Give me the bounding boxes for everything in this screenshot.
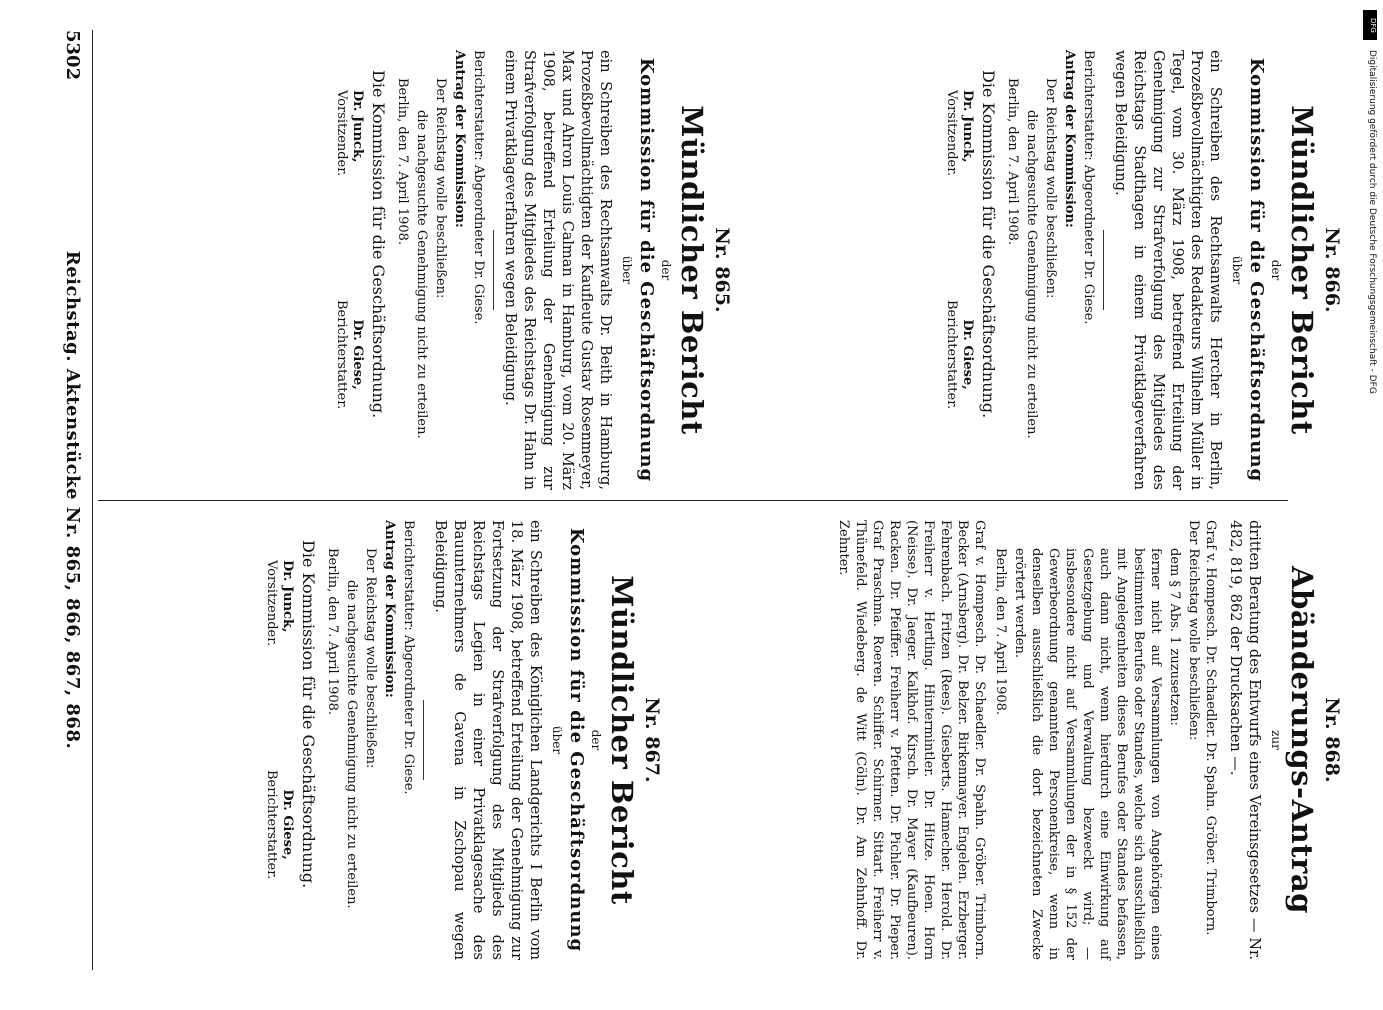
running-title: Reichstag. Aktenstücke Nr. 865, 866, 867, 868. [62,250,83,750]
motion-heading: Antrag der Kommission: [1062,50,1077,228]
header-rule [92,30,93,970]
motion-line-2: die nachgesuchte Genehmigung nicht zu erteilen. [414,110,429,439]
chair-role: Vorsitzender. [334,90,349,177]
report-der: der [589,729,603,751]
motion-line-2: die nachgesuchte Genehmigung nicht zu erteilen. [1024,110,1039,439]
rapporteur-name: Dr. Giese, [960,319,975,390]
motion-number: Nr. 868. [1321,697,1343,783]
report-body: ein Schreiben des Königlichen Landgerichts I Berlin vom 18. März 1908, betreffend Erteilung der Genehmigung zur Fortsetzung der Strafverfolgung des Mitglieds des Reichstags Legien in einer Privatklagesache des Bauunternehmers de Cavena in Zschopau wegen Beleidigung. [432,520,543,960]
report-body: ein Schreiben des Rechtsanwalts Dr. Beith in Hamburg, Prozeßbevollmächtigten der Kaufleute Gustav Rosenmeyer, Max und Ahron Louis Calman in Hamburg, vom 20. März 1908, betreffend Erteilung der Genehmigung zur Strafverfolgung des Mitgliedes des Reichstags Dr. Hahn in einem Privatklageverfahren wegen Beleidigung. [502,50,613,490]
report-date: Berlin, den 7. April 1908. [325,548,340,716]
motion-movers: Graf v. Hompesch. Dr. Schaedler. Dr. Spahn. Gröber. Trimborn. Der Reichstag wolle beschließen: [1186,520,1218,936]
report-ueber: über [550,725,564,755]
rapporteur-role: Berichterstatter. [334,300,349,410]
dfg-credit-text: Digitalisierung gefördert durch die Deutsche Forschungsgemeinschaft - DFG [1367,50,1377,394]
report-number: Nr. 865. [711,227,733,313]
signatures [329,50,365,490]
separator [1103,230,1104,310]
commission-footer: Die Kommission für die Geschäftsordnung. [299,540,318,889]
report-ueber: über [620,255,634,285]
rapporteur-role: Berichterstatter. [264,770,279,880]
report-date: Berlin, den 7. April 1908. [395,78,410,246]
report-number: Nr. 866. [1321,227,1343,313]
separator [493,230,494,310]
report-title: Mündlicher Bericht [675,105,709,435]
report-commission: Kommission für die Geschäftsordnung [636,57,657,483]
motion-heading: Antrag der Kommission: [382,520,397,698]
chair-role: Vorsitzender. [264,560,279,647]
report-867 [259,520,663,960]
chair-name: Dr. Junck, [350,90,365,163]
column-left-lower [329,50,733,490]
motion-title: Abänderungs-Antrag [1285,566,1319,914]
motion-signatories: Graf v. Hompesch. Dr. Schaedler. Dr. Spahn. Gröber. Trimborn. Becker (Arnsberg). Dr. Belzer. Birkenmayer. Engelen. Erzberger. Fehrenbach. Fritzen (Rees). Giesberts. Hamecher. Herold. Dr. Freiherr v. Hertling. Hintermintler. Dr. Hitze. Hoen. Horn (Neisse). Dr. Jaeger. Kalkhof. Kirsch. Dr. Mayer (Kaufbeuren). Racken. Dr. Pfeiffer. Freiherr v. Pfetten. Dr. Pichler. Dr. Pieper. Graf Praschma. Roeren. Schiffer. Schirmer. Sittart. Freiherr v. Thünefeld. Wiedeberg. de Witt (Cöln). Dr. Am Zehnhoff. Dr. Zehnter. [836,520,987,960]
rapporteur-name: Dr. Giese, [350,319,365,390]
dfg-credit [1363,10,1377,990]
report-865 [329,50,733,490]
dfg-logo: DFG [1363,10,1377,40]
motion-amendment: ferner nicht auf Versammlungen von Angehörigen eines bestimmten Berufes oder Standes, welche sich ausschließlich mit Angelegenheiten dieses Berufes oder Standes befassen, auch dann nicht, wenn hierdurch eine Einwirkung auf Gesetzgebung und Verwaltung bezweckt wird; — insbesondere nicht auf Versammlungen der in § 152 der Gewerbeordnung genannten Personenkreise, wenn in denselben ausschließlich die dort bezeichneten Zwecke erörtert werden. [1012,548,1163,960]
report-number: Nr. 867. [641,697,663,783]
report-date: Berlin, den 7. April 1908. [1005,78,1020,246]
rapporteur-role: Berichterstatter. [944,300,959,410]
report-body: ein Schreiben des Rechtsanwalts Hercher in Berlin, Prozeßbevollmächtigten des Redakteurs Wilhelm Müller in Tegel, vom 30. März 1908, betreffend Erteilung der Genehmigung zur Strafverfolgung des Mitgliedes des Reichstags Stadthagen in einem Privatklageverfahren wegen Beleidigung. [1112,50,1223,490]
motion-zur: zur [1269,730,1283,750]
motion-intro: dritten Beratung des Entwurfs eines Vereinsgesetzes — Nr. 482, 819, 862 der Drucksachen —. [1227,520,1262,960]
report-der: der [1269,259,1283,281]
chair-role: Vorsitzender. [944,90,959,177]
report-der: der [659,259,673,281]
rapporteur-name: Dr. Giese, [280,789,295,860]
report-ueber: über [1230,255,1244,285]
motion-868 [835,520,1343,960]
separator [423,700,424,780]
report-title: Mündlicher Bericht [1285,105,1319,435]
report-commission: Kommission für die Geschäftsordnung [566,527,587,953]
rapporteur: Berichterstatter: Abgeordneter Dr. Giese. [471,50,486,325]
column-left [939,50,1343,490]
rapporteur: Berichterstatter: Abgeordneter Dr. Giese. [401,520,416,795]
motion-line-1: Der Reichstag wolle beschließen: [433,78,448,299]
motion-line-1: Der Reichstag wolle beschließen: [363,548,378,769]
commission-footer: Die Kommission für die Geschäftsordnung. [979,70,998,419]
signatures [259,520,295,960]
report-866 [939,50,1343,490]
report-commission: Kommission für die Geschäftsordnung [1246,57,1267,483]
column-divider [98,500,1288,501]
chair-name: Dr. Junck, [280,560,295,633]
signatures [939,50,975,490]
chair-name: Dr. Junck, [960,90,975,163]
motion-line-2: die nachgesuchte Genehmigung nicht zu erteilen. [344,580,359,909]
rapporteur: Berichterstatter: Abgeordneter Dr. Giese. [1081,50,1096,325]
commission-footer: Die Kommission für die Geschäftsordnung. [369,70,388,419]
motion-heading: Antrag der Kommission: [452,50,467,228]
column-right-lower [259,520,663,960]
page-number: 5302 [62,30,83,81]
motion-instruction: dem § 7 Abs. 1 zuzusetzen: [1167,548,1182,726]
column-right [831,520,1343,960]
report-title: Mündlicher Bericht [605,575,639,905]
motion-date: Berlin, den 7. April 1908. [993,548,1008,716]
page-header [55,30,83,970]
motion-line-1: Der Reichstag wolle beschließen: [1043,78,1058,299]
